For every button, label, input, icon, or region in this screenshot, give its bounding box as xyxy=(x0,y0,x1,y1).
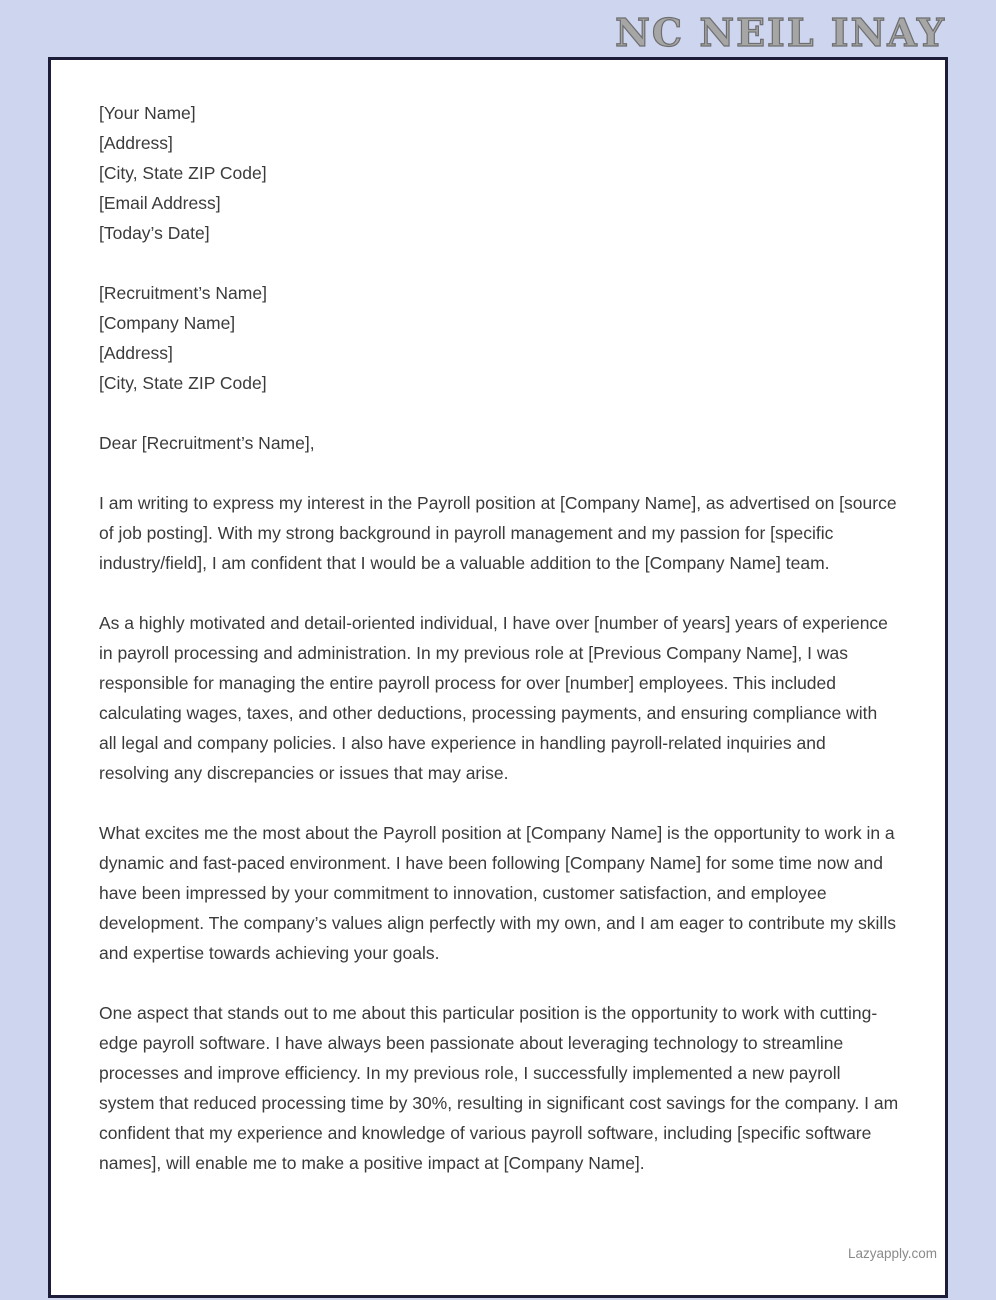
sender-block xyxy=(99,98,899,248)
sender-address-line: [Address] xyxy=(99,133,173,153)
sender-name-line: [Your Name] xyxy=(99,103,196,123)
body-paragraph-1: I am writing to express my interest in the Payroll position at [Company Name], as advertised on [source of job posting]. With my strong background in payroll management and my passion for [specific industry/field], I am confident that I would be a valuable addition to the [Company Name] team. xyxy=(99,493,897,573)
recipient-address-line: [Address] xyxy=(99,343,173,363)
sender-email-line: [Email Address] xyxy=(99,193,221,213)
sender-city-line: [City, State ZIP Code] xyxy=(99,163,267,183)
watermark: Lazyapply.com xyxy=(847,1246,937,1261)
body-paragraph-3: What excites me the most about the Payroll position at [Company Name] is the opportunity to work in a dynamic and fast-paced environment. I have been following [Company Name] for some time now and have been impressed by your commitment to innovation, customer satisfaction, and employee development. The company’s values align perfectly with my own, and I am eager to contribute my skills and expertise towards achieving your goals. xyxy=(99,823,896,963)
recipient-company-line: [Company Name] xyxy=(99,313,236,333)
body-paragraph-2: As a highly motivated and detail-oriented individual, I have over [number of years] years of experience in payroll processing and administration. In my previous role at [Previous Company Name], I was responsible for managing the entire payroll process for over [number] employees. This included calculating wages, taxes, and other deductions, processing payments, and ensuring compliance with all legal and company policies. I also have experience in handling payroll-related inquiries and resolving any discrepancies or issues that may arise. xyxy=(99,613,888,783)
brand-logo: NC NEIL INAY xyxy=(615,10,946,55)
letter-content xyxy=(51,60,945,1178)
recipient-city-line: [City, State ZIP Code] xyxy=(99,373,267,393)
sender-date-line: [Today’s Date] xyxy=(99,223,210,243)
recipient-block xyxy=(99,278,899,398)
recipient-name-line: [Recruitment’s Name] xyxy=(99,283,267,303)
salutation: Dear [Recruitment’s Name], xyxy=(99,433,315,453)
letter-page xyxy=(48,57,948,1298)
body-paragraph-4: One aspect that stands out to me about this particular position is the opportunity to work with cutting-edge payroll software. I have always been passionate about leveraging technology to streamline processes and improve efficiency. In my previous role, I successfully implemented a new payroll system that reduced processing time by 30%, resulting in significant cost savings for the company. I am confident that my experience and knowledge of various payroll software, including [specific software names], will enable me to make a positive impact at [Company Name]. xyxy=(99,1003,899,1173)
